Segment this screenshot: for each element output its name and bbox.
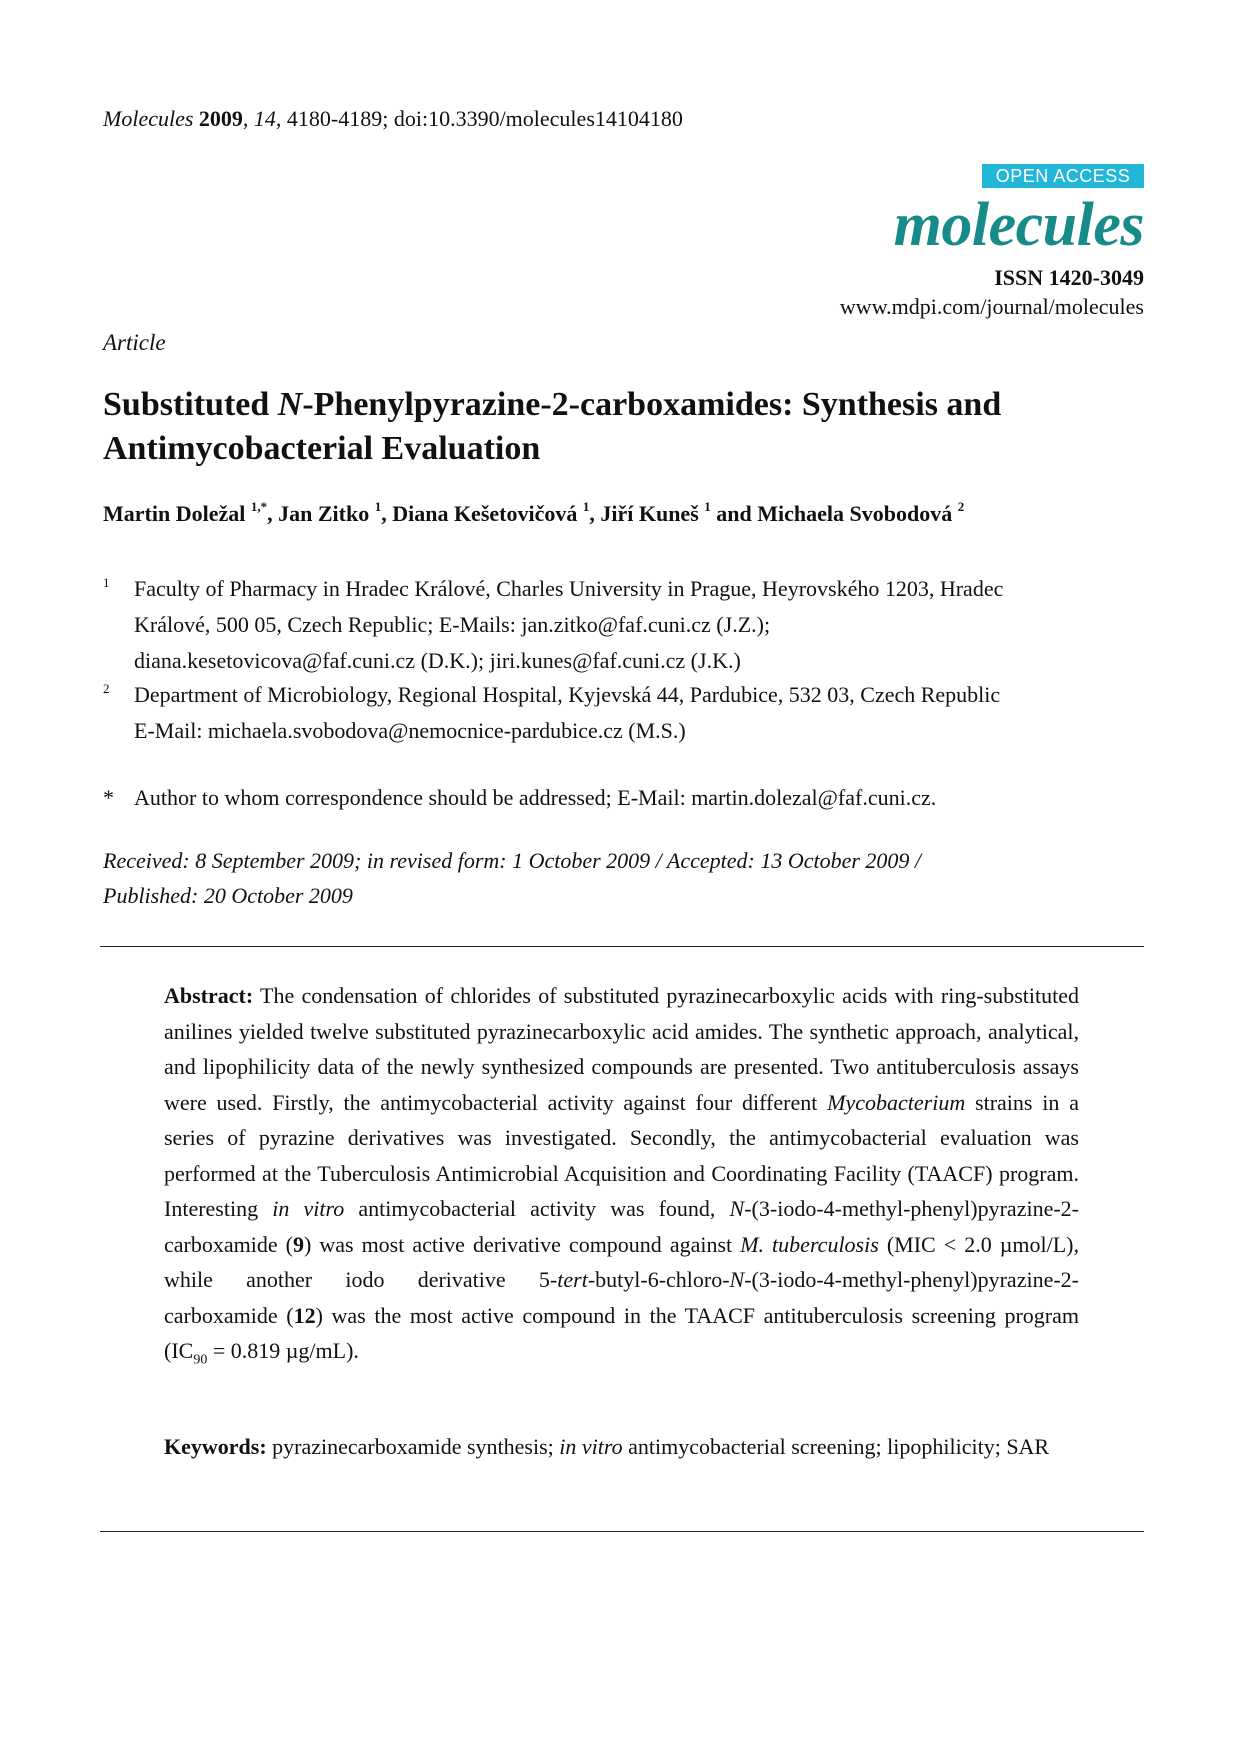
author: Michaela Svobodová [757,501,953,526]
compound-number: 9 [292,1231,304,1257]
abstract [164,978,1079,1378]
divider [100,946,1144,947]
citation-journal: Molecules [103,106,194,131]
abstract-text: ) was most active derivative compound against [303,1231,741,1257]
abstract-italic: tert [557,1267,588,1292]
issn: ISSN 1420-3049 [994,265,1144,290]
citation-year: 2009 [198,106,243,131]
author: Jan Zitko [278,501,370,526]
journal-logo: molecules [893,191,1144,259]
abstract-text: (MIC < 2.0 µmol/L), while another iodo derivative 5- [164,1231,1079,1292]
paper-title [103,383,1143,471]
abstract-italic: N [729,1267,745,1292]
title-italic: N [277,386,303,423]
author-sup: 2 [957,499,965,514]
affiliation-number: 2 [103,681,110,696]
title-part: Substituted [103,386,278,423]
abstract-text: ) was the most active compound in the TAACF antituberculosis screening program (IC [164,1302,1080,1363]
divider [100,1531,1144,1532]
abstract-subscript: 90 [193,1352,208,1368]
author-sup: 1 [704,499,711,514]
citation-pages-doi: , 4180-4189; doi:10.3390/molecules14104180 [275,106,683,131]
authors-conjunction: and [716,501,752,526]
correspondence-text: Author to whom correspondence should be addressed; E-Mail: martin.dolezal@faf.cuni.cz. [134,785,937,810]
affiliation-number: 1 [103,575,110,590]
title-part: -Phenylpyrazine-2-carboxamides: Synthesis and Antimycobacterial Evaluation [103,386,1002,467]
correspondence-note [103,785,936,811]
abstract-label: Abstract: [164,983,254,1008]
author: Martin Doležal [103,501,246,526]
abstract-text: = 0.819 µg/mL). [207,1338,359,1363]
keywords-italic: in vitro [559,1434,623,1459]
author: Jiří Kuneš [600,501,699,526]
author-list: Martin Doležal $^{1,*}$, Jan Zitko $^1$, Diana Kešetovičová $^1$, Jiří Kuneš $^1$ and Michaela Svobodová $^2$ [103,499,965,526]
compound-number: 12 [293,1302,316,1328]
keywords-text: pyrazinecarboxamide synthesis; [266,1434,560,1459]
citation-volume: 14 [253,106,276,131]
author: Diana Kešetovičová [392,501,578,526]
abstract-italic: Mycobacterium [827,1089,966,1115]
abstract-text: The condensation of chlorides of substituted pyrazinecarboxylic acids with ring-substituted anilines yielded twelve substituted pyrazinecarboxylic acid amides. The synthetic approach, analytical, and lipophilicity data of the newly synthesized compounds are presented. Two antituberculosis assays were used. Firstly, the antimycobacterial activity against four different [164,983,1079,1115]
keywords-label: Keywords: [164,1434,267,1459]
affiliation-line: Department of Microbiology, Regional Hospital, Kyjevská 44, Pardubice, 532 03, Czech Republic [134,682,1001,707]
open-access-badge: OPEN ACCESS [982,164,1144,188]
article-type: Article [103,330,166,355]
dates-line: Published: 20 October 2009 [103,883,353,908]
abstract-text: strains in a series of pyrazine derivatives was investigated. Secondly, the antimycobacterial evaluation was performed at the Tuberculosis Antimicrobial Acquisition and Coordinating Facility (TAACF) program. Interesting [164,1089,1079,1221]
keywords-text: antimycobacterial screening; lipophilicity; SAR [622,1434,1050,1459]
correspondence-mark: * [103,785,114,810]
affiliation [103,571,1144,679]
affiliation-line: Faculty of Pharmacy in Hradec Králové, Charles University in Prague, Heyrovského 1203, Hradec [134,576,1004,601]
dates-line: Received: 8 September 2009; in revised form: 1 October 2009 / Accepted: 13 October 2009 / [103,848,922,873]
abstract-text: -(3-iodo-4-methyl-phenyl)pyrazine-2-carboxamide ( [164,1267,1079,1328]
affiliation-line: Králové, 500 05, Czech Republic; E-Mails: jan.zitko@faf.cuni.cz (J.Z.); [134,612,771,637]
journal-url[interactable]: www.mdpi.com/journal/molecules [839,294,1144,319]
abstract-text: antimycobacterial activity was found, [344,1196,730,1221]
publication-dates [103,843,1103,913]
affiliation-line: E-Mail: michaela.svobodova@nemocnice-pardubice.cz (M.S.) [134,718,686,743]
abstract-italic: M. tuberculosis [740,1231,879,1257]
abstract-italic: in vitro [272,1196,345,1221]
author-sup: 1 [374,499,382,514]
affiliation-line: diana.kesetovicova@faf.cuni.cz (D.K.); jiri.kunes@faf.cuni.cz (J.K.) [134,648,741,673]
abstract-italic: N [729,1196,745,1221]
author-sup: 1 [582,499,590,514]
keywords [164,1429,1079,1465]
abstract-text: -(3-iodo-4-methyl-phenyl)pyrazine-2-carboxamide ( [164,1196,1079,1257]
abstract-text: -butyl-6-chloro- [587,1267,730,1292]
citation-line: Molecules 2009, 14, 4180-4189; doi:10.3390/molecules14104180 [103,106,683,131]
affiliation [103,677,1144,749]
author-sup: 1,* [250,499,268,514]
